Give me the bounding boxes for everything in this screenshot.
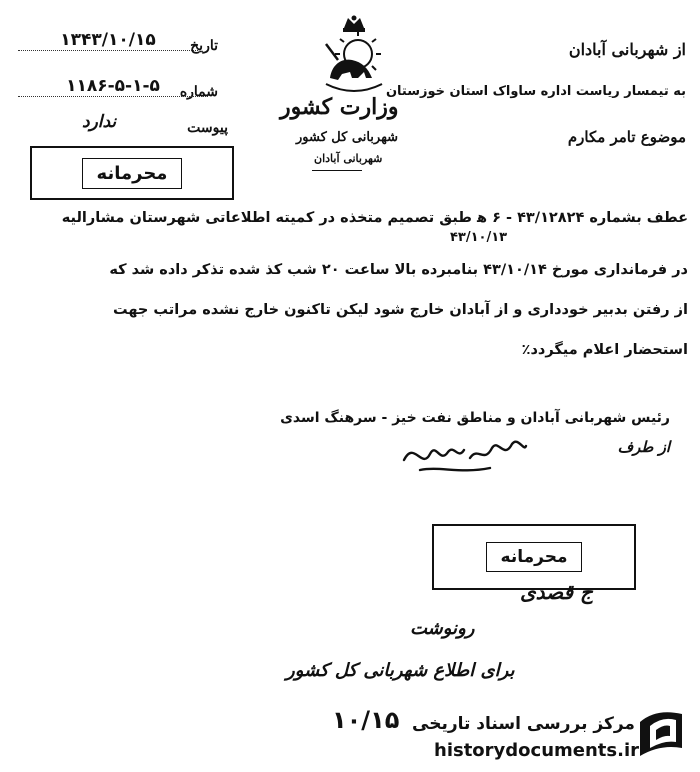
subject-line: موضوع تامر مکارم (567, 128, 686, 146)
classification-stamp-top-label: محرمانه (82, 158, 183, 189)
attachment-value: ندارد (82, 112, 117, 132)
footer-date: ۱۰/۱۵ (332, 706, 400, 734)
on-behalf-label: از طرف (617, 438, 670, 456)
ministry-title: وزارت کشور (280, 94, 399, 120)
city-police-title: شهربانی آبادان (314, 152, 383, 165)
signatory-title: رئیس شهربانی آبادان و مناطق نفت خیز - سرهنگ اسدی (280, 410, 670, 426)
classification-stamp-top (30, 146, 234, 200)
watermark-url: historydocuments.ir (434, 740, 639, 761)
number-value: ۱۱۸۶-۵-۱-۵ (18, 76, 208, 97)
classification-stamp-bottom-label: محرمانه (486, 542, 583, 572)
to-line: به تیمسار ریاست اداره ساواک استان خوزستان (385, 84, 686, 99)
annotation-2: رونوشت (410, 618, 475, 639)
date-value: ۱۳۴۳/۱۰/۱۵ (18, 30, 198, 51)
date-label: تاریخ (190, 38, 218, 54)
body-line-3: از رفتن بدبیر خودداری و از آبادان خارج شود لیکن تاکنون خارج نشده مراتب جهت (112, 302, 688, 318)
body-line-2: در فرمانداری مورخ ۴۳/۱۰/۱۴ بنامبرده بالا ساعت ۲۰ شب کذ شده تذکر داده شد که (109, 262, 688, 278)
title-divider (312, 170, 362, 171)
governorate-title: شهربانی کل کشور (296, 130, 398, 145)
watermark-name: مرکز بررسی اسناد تاریخی (412, 714, 635, 734)
annotation-3: برای اطلاع شهربانی کل کشور (286, 660, 515, 681)
body-line-1: عطف بشماره ۴۳/۱۲۸۲۴ - ۶ ﻫ طبق تصمیم متخذه در کمیته اطلاعاتی شهرستان مشارالیه (61, 210, 688, 226)
handwritten-signature-icon (400, 430, 530, 478)
archive-logo-icon (630, 704, 692, 764)
body-line-4: استحضار اعلام میگردد٪ (521, 342, 688, 358)
attachment-label: پیوست (187, 120, 228, 136)
lion-and-sun-emblem-icon (318, 14, 390, 94)
number-label: شماره (179, 84, 218, 100)
from-line: از شهربانی آبادان (568, 40, 686, 59)
annotation-1: ج قصدی (520, 580, 593, 604)
body-line-1-date: ۴۳/۱۰/۱۳ (450, 230, 508, 245)
